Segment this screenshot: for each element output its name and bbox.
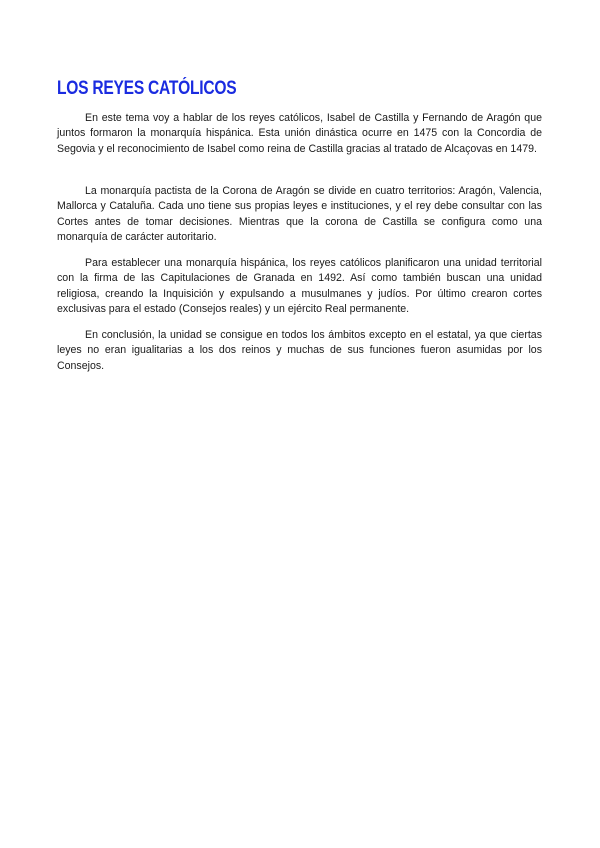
paragraph-conclusion: En conclusión, la unidad se consigue en todos los ámbitos excepto en el estatal, ya que ciertas leyes no eran igualitarias a los dos reinos y muchas de sus funciones fueron asumidas por los Consejos. (57, 329, 542, 372)
paragraph-unity: Para establecer una monarquía hispánica, los reyes católicos planificaron una unidad territorial con la firma de las Capitulaciones de Granada en 1492. Así como también buscan una unidad religiosa, creando la Inquisición y expulsando a musulmanes y judíos. Por último crearon cortes exclusivas para el estado (Consejos reales) y un ejército Real permanente. (57, 257, 542, 316)
document-title: LOS REYES CATÓLICOS (57, 78, 237, 99)
paragraph-aragon: La monarquía pactista de la Corona de Aragón se divide en cuatro territorios: Aragón, Valencia, Mallorca y Cataluña. Cada uno tiene sus propias leyes e instituciones, y el rey debe consultar con las Cortes antes de tomar decisiones. Mientras que la corona de Castilla se configura como una monarquía de carácter autoritario. (57, 185, 542, 244)
paragraph-intro: En este tema voy a hablar de los reyes católicos, Isabel de Castilla y Fernando de Aragón que juntos formaron la monarquía hispánica. Esta unión dinástica ocurre en 1475 con la Concordia de Segovia y el reconocimiento de Isabel como reina de Castilla gracias al tratado de Alcaçovas en 1479. (57, 112, 542, 155)
